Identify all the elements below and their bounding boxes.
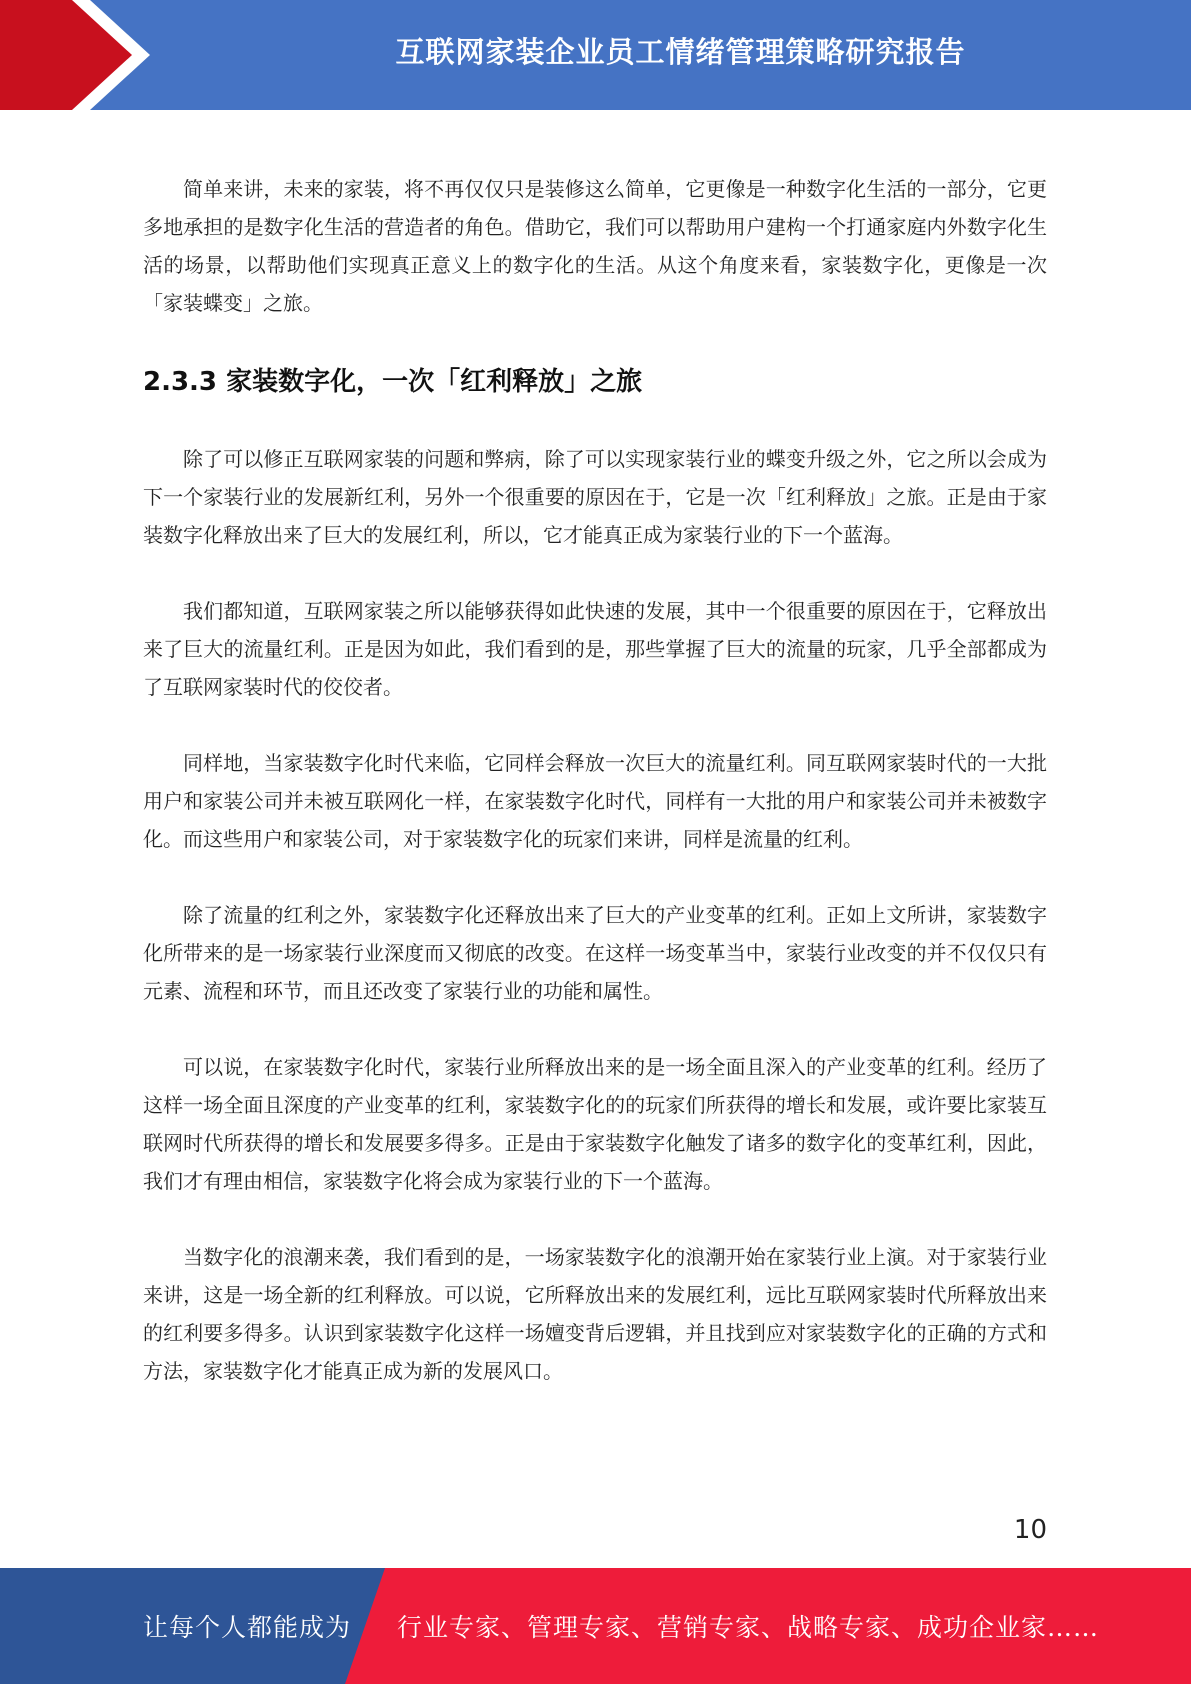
paragraph: 除了可以修正互联网家装的问题和弊病，除了可以实现家装行业的蝶变升级之外，它之所以会成为下一个家装行业的发展新红利，另外一个很重要的原因在于，它是一次「红利释放」之旅。正是由于家装数字化释放出来了巨大的发展红利，所以，它才能真正成为家装行业的下一个蓝海。 — [143, 447, 1047, 547]
paragraph: 简单来讲，未来的家装，将不再仅仅只是装修这么简单，它更像是一种数字化生活的一部分，它更多地承担的是数字化生活的营造者的角色。借助它，我们可以帮助用户建构一个打通家庭内外数字化生活的场景，以帮助他们实现真正意义上的数字化的生活。从这个角度来看，家装数字化，更像是一次「家装蝶变」之旅。 — [143, 177, 1047, 315]
document-body — [143, 170, 1047, 1390]
section-heading: 2.3.3 家装数字化，一次「红利释放」之旅 — [143, 367, 643, 397]
footer-slogan-left: 让每个人都能成为 — [143, 1613, 352, 1642]
header-title: 互联网家装企业员工情绪管理策略研究报告 — [395, 34, 966, 69]
page-number: 10 — [1013, 1515, 1047, 1545]
paragraph: 当数字化的浪潮来袭，我们看到的是，一场家装数字化的浪潮开始在家装行业上演。对于家装行业来讲，这是一场全新的红利释放。可以说，它所释放出来的发展红利，远比互联网家装时代所释放出来的红利要多得多。认识到家装数字化这样一场嬗变背后逻辑，并且找到应对家装数字化的正确的方式和方法，家装数字化才能真正成为新的发展风口。 — [143, 1245, 1047, 1383]
paragraph: 同样地，当家装数字化时代来临，它同样会释放一次巨大的流量红利。同互联网家装时代的一大批用户和家装公司并未被互联网化一样，在家装数字化时代，同样有一大批的用户和家装公司并未被数字化。而这些用户和家装公司，对于家装数字化的玩家们来讲，同样是流量的红利。 — [143, 751, 1047, 851]
paragraph: 我们都知道，互联网家装之所以能够获得如此快速的发展，其中一个很重要的原因在于，它释放出来了巨大的流量红利。正是因为如此，我们看到的是，那些掌握了巨大的流量的玩家，几乎全部都成为了互联网家装时代的佼佼者。 — [143, 599, 1047, 699]
page-header — [0, 0, 1191, 110]
paragraph: 可以说，在家装数字化时代，家装行业所释放出来的是一场全面且深入的产业变革的红利。经历了这样一场全面且深度的产业变革的红利，家装数字化的的玩家们所获得的增长和发展，或许要比家装互联网时代所获得的增长和发展要多得多。正是由于家装数字化触发了诸多的数字化的变革红利，因此，我们才有理由相信，家装数字化将会成为家装行业的下一个蓝海。 — [143, 1055, 1047, 1193]
footer-slogan-right: 行业专家、管理专家、营销专家、战略专家、成功企业家…… — [397, 1613, 1100, 1642]
page-footer — [0, 1568, 1191, 1684]
paragraph: 除了流量的红利之外，家装数字化还释放出来了巨大的产业变革的红利。正如上文所讲，家装数字化所带来的是一场家装行业深度而又彻底的改变。在这样一场变革当中，家装行业改变的并不仅仅只有元素、流程和环节，而且还改变了家装行业的功能和属性。 — [143, 903, 1047, 1003]
